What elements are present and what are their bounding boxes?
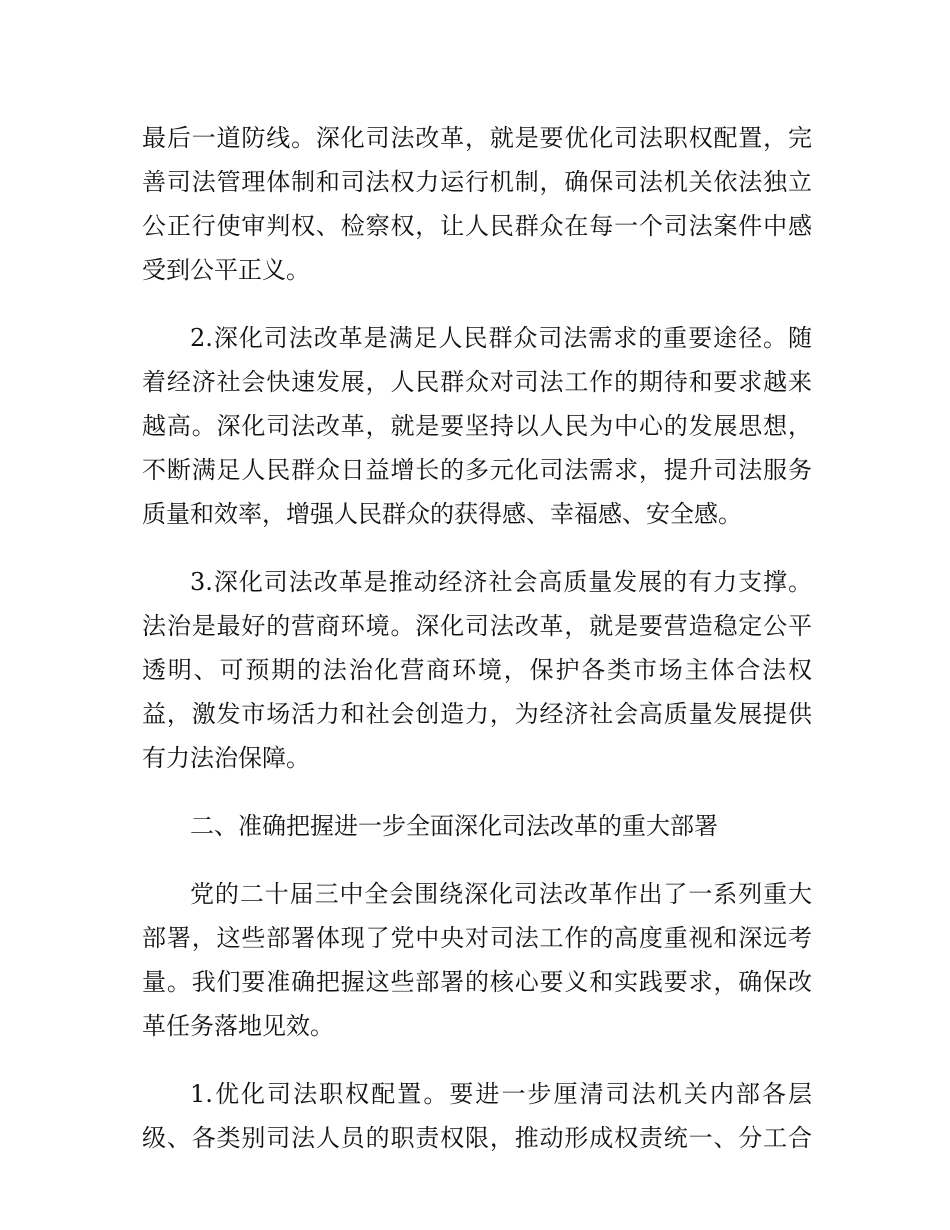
text-line: 部署，这些部署体现了党中央对司法工作的高度重视和深远考 xyxy=(142,924,812,952)
text-line: 益，激发市场活力和社会创造力，为经济社会高质量发展提供 xyxy=(142,700,812,728)
text-line: 党的二十届三中全会围绕深化司法改革作出了一系列重大 xyxy=(190,880,812,908)
text-line: 级、各类别司法人员的职责权限，推动形成权责统一、分工合 xyxy=(142,1124,812,1152)
section-heading: 二、准确把握进一步全面深化司法改革的重大部署 xyxy=(190,812,718,840)
text-line: 2.深化司法改革是满足人民群众司法需求的重要途径。随 xyxy=(190,324,812,352)
text-line: 法治是最好的营商环境。深化司法改革，就是要营造稳定公平 xyxy=(142,612,812,640)
text-line: 善司法管理体制和司法权力运行机制，确保司法机关依法独立 xyxy=(142,168,812,196)
text-line: 3.深化司法改革是推动经济社会高质量发展的有力支撑。 xyxy=(190,568,812,596)
text-line: 公正行使审判权、检察权，让人民群众在每一个司法案件中感 xyxy=(142,212,812,240)
text-line: 最后一道防线。深化司法改革，就是要优化司法职权配置，完 xyxy=(142,124,812,152)
text-line: 量。我们要准确把握这些部署的核心要义和实践要求，确保改 xyxy=(142,968,812,996)
text-line: 质量和效率，增强人民群众的获得感、幸福感、安全感。 xyxy=(142,500,742,528)
text-line: 透明、可预期的法治化营商环境，保护各类市场主体合法权 xyxy=(142,656,812,684)
text-line: 革任务落地见效。 xyxy=(142,1012,334,1040)
text-line: 有力法治保障。 xyxy=(142,744,310,772)
text-line: 不断满足人民群众日益增长的多元化司法需求，提升司法服务 xyxy=(142,456,812,484)
text-line: 着经济社会快速发展，人民群众对司法工作的期待和要求越来 xyxy=(142,368,812,396)
text-line: 1.优化司法职权配置。要进一步厘清司法机关内部各层 xyxy=(190,1080,812,1108)
text-line: 受到公平正义。 xyxy=(142,256,310,284)
text-line: 越高。深化司法改革，就是要坚持以人民为中心的发展思想， xyxy=(142,412,812,440)
